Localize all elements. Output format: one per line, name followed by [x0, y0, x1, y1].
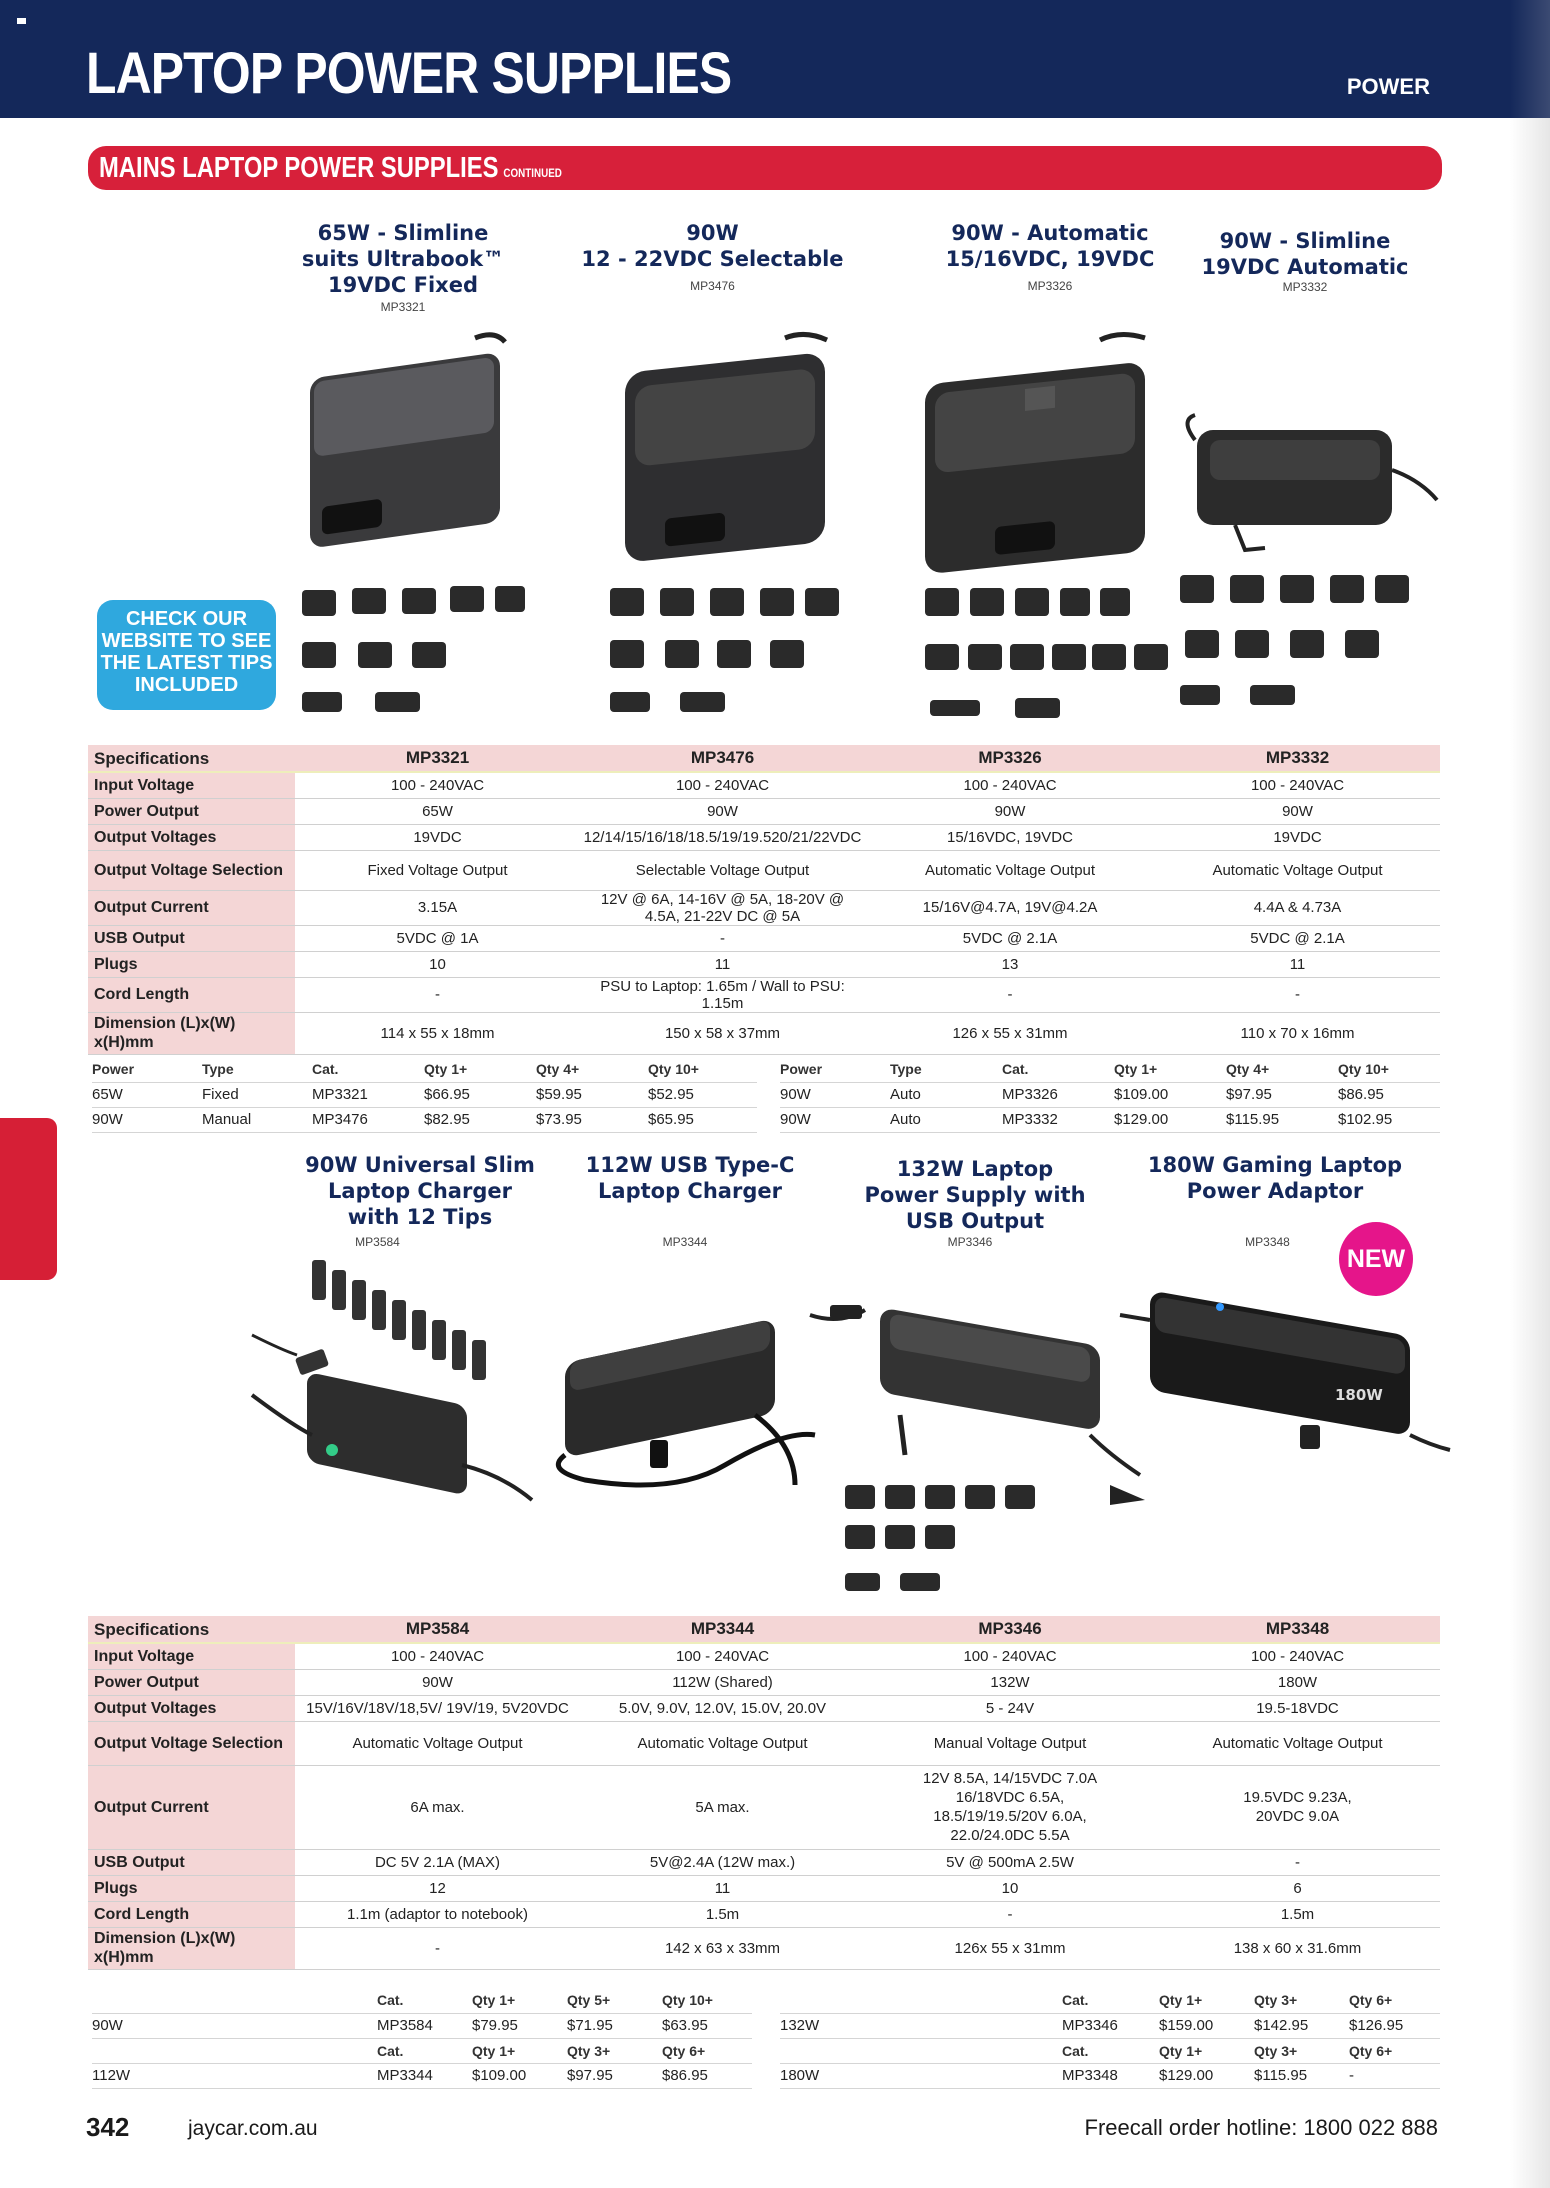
- price-row: [92, 2063, 752, 2088]
- product-title-mp3326: 90W - Automatic 15/16VDC, 19VDC: [945, 221, 1155, 271]
- price-cell: MP3332: [1002, 1107, 1114, 1132]
- price-header: Cat.: [1062, 2038, 1159, 2063]
- price-header: Cat.: [1062, 1988, 1159, 2013]
- spec-value: -: [1155, 1849, 1440, 1875]
- spec-row: [88, 1695, 1440, 1721]
- price-cell: $73.95: [536, 1107, 648, 1132]
- spec-value: 1.1m (adaptor to notebook): [295, 1901, 580, 1927]
- spec-row: [88, 1669, 1440, 1695]
- price-cell: 132W: [780, 2013, 1062, 2038]
- spec-value: 19VDC: [295, 824, 580, 850]
- spec-value: 138 x 60 x 31.6mm: [1155, 1927, 1440, 1969]
- price-cell: MP3476: [312, 1107, 424, 1132]
- spec-value: 100 - 240VAC: [295, 772, 580, 798]
- spec-row: [88, 1927, 1440, 1969]
- price-header: Power: [780, 1057, 890, 1082]
- spec-value: 180W: [1155, 1669, 1440, 1695]
- spec-value: 100 - 240VAC: [1155, 772, 1440, 798]
- spec-value: 15/16VDC, 19VDC: [865, 824, 1155, 850]
- spec-value: 19.5-18VDC: [1155, 1695, 1440, 1721]
- spec-row: [88, 850, 1440, 890]
- price-cell: 90W: [92, 1107, 202, 1132]
- spec-value: 5.0V, 9.0V, 12.0V, 15.0V, 20.0V: [580, 1695, 865, 1721]
- spec-label: Output Current: [88, 890, 295, 925]
- banner-suffix: CONTINUED: [503, 166, 562, 180]
- spec-value: 150 x 58 x 37mm: [580, 1012, 865, 1054]
- price-header: [92, 1988, 377, 2013]
- spec-label: Output Current: [88, 1765, 295, 1849]
- price-header: Qty 1+: [1159, 1988, 1254, 2013]
- spec-value: 10: [295, 951, 580, 977]
- product-title-mp3332: 90W - Slimline 19VDC Automatic: [1201, 229, 1409, 279]
- spec-value: 5 - 24V: [865, 1695, 1155, 1721]
- price-header: Qty 4+: [536, 1057, 648, 1082]
- price-row: [780, 2013, 1440, 2038]
- page-header: [0, 0, 1550, 118]
- price-header: Qty 6+: [662, 2038, 752, 2063]
- price-row: [92, 1107, 757, 1132]
- spec-value: 65W: [295, 798, 580, 824]
- spec-label: USB Output: [88, 1849, 295, 1875]
- product-code-mp3321: MP3321: [380, 300, 426, 314]
- spec-value: 15/16V@4.7A, 19V@4.2A: [865, 890, 1155, 925]
- product-title-mp3348: 180W Gaming Laptop Power Adaptor: [1147, 1153, 1403, 1203]
- spec-value: 110 x 70 x 16mm: [1155, 1012, 1440, 1054]
- spec-value: -: [865, 977, 1155, 1012]
- spec-header-label: Specifications: [88, 1616, 295, 1643]
- spec-label: Plugs: [88, 951, 295, 977]
- spec-header-model: MP3321: [295, 745, 580, 772]
- price-header: Qty 6+: [1349, 1988, 1440, 2013]
- price-header: Qty 10+: [662, 1988, 752, 2013]
- price-cell: -: [1349, 2063, 1440, 2088]
- spec-value: Manual Voltage Output: [865, 1721, 1155, 1765]
- price-header: Qty 1+: [472, 1988, 567, 2013]
- spec-value: 114 x 55 x 18mm: [295, 1012, 580, 1054]
- spec-row: [88, 1721, 1440, 1765]
- price-cell: $66.95: [424, 1082, 536, 1107]
- spec-label: Power Output: [88, 798, 295, 824]
- price-cell: MP3321: [312, 1082, 424, 1107]
- price-cell: $97.95: [567, 2063, 662, 2088]
- price-header: Qty 10+: [1338, 1057, 1440, 1082]
- price-header: Cat.: [1002, 1057, 1114, 1082]
- price-cell: Manual: [202, 1107, 312, 1132]
- product-code-mp3584: MP3584: [355, 1235, 400, 1249]
- price-header: Qty 3+: [1254, 1988, 1349, 2013]
- power-supply-image-mp3344: [555, 1295, 835, 1495]
- price-row: [780, 2063, 1440, 2088]
- price-header: Cat.: [312, 1057, 424, 1082]
- spec-value: 100 - 240VAC: [295, 1643, 580, 1669]
- page-title: LAPTOP POWER SUPPLIES: [86, 41, 732, 106]
- product-title-mp3584: 90W Universal Slim Laptop Charger with 12 Tips: [305, 1153, 535, 1229]
- spec-value: 100 - 240VAC: [1155, 1643, 1440, 1669]
- price-cell: MP3344: [377, 2063, 472, 2088]
- price-cell: 180W: [780, 2063, 1062, 2088]
- spec-value: -: [295, 1927, 580, 1969]
- order-hotline: Freecall order hotline: 1800 022 888: [1084, 2115, 1438, 2140]
- product-code-mp3344: MP3344: [662, 1235, 708, 1249]
- price-cell: MP3348: [1062, 2063, 1159, 2088]
- page-number: 342: [86, 2112, 130, 2142]
- spec-value: 11: [580, 951, 865, 977]
- price-cell: $97.95: [1226, 1082, 1338, 1107]
- spec-row: [88, 951, 1440, 977]
- spec-header-model: MP3476: [580, 745, 865, 772]
- spec-label: USB Output: [88, 925, 295, 951]
- price-header: [780, 2038, 1062, 2063]
- price-header: Qty 3+: [567, 2038, 662, 2063]
- price-table-bottom-right: [780, 1988, 1440, 2089]
- price-cell: $126.95: [1349, 2013, 1440, 2038]
- section-tab[interactable]: [0, 1118, 57, 1280]
- spec-value: 5VDC @ 2.1A: [865, 925, 1155, 951]
- price-cell: $109.00: [472, 2063, 567, 2088]
- spec-row: [88, 1643, 1440, 1669]
- spec-value: 100 - 240VAC: [580, 1643, 865, 1669]
- spec-value: 5V@2.4A (12W max.): [580, 1849, 865, 1875]
- spec-value: 5V @ 500mA 2.5W: [865, 1849, 1155, 1875]
- product-title-mp3344: 112W USB Type-C Laptop Charger: [585, 1153, 795, 1203]
- spec-value: 1.5m: [580, 1901, 865, 1927]
- price-cell: 65W: [92, 1082, 202, 1107]
- spec-value: 13: [865, 951, 1155, 977]
- spec-header-label: Specifications: [88, 745, 295, 772]
- banner-title: MAINS LAPTOP POWER SUPPLIES: [99, 152, 499, 184]
- spec-value: Fixed Voltage Output: [295, 850, 580, 890]
- price-header: Type: [890, 1057, 1002, 1082]
- spec-label: Input Voltage: [88, 1643, 295, 1669]
- spec-value: 12V 8.5A, 14/15VDC 7.0A 16/18VDC 6.5A, 18.5/19/19.5/20V 6.0A, 22.0/24.0DC 5.5A: [865, 1765, 1155, 1849]
- price-header: Qty 6+: [1349, 2038, 1440, 2063]
- power-supply-image-mp3332: [1175, 410, 1445, 710]
- section-label: POWER: [1346, 74, 1430, 99]
- spec-value: 12/14/15/16/18/18.5/19/19.520/21/22VDC: [580, 824, 865, 850]
- price-header: Qty 1+: [1114, 1057, 1226, 1082]
- spec-label: Output Voltage Selection: [88, 1721, 295, 1765]
- price-cell: Auto: [890, 1082, 1002, 1107]
- spec-header-model: MP3332: [1155, 745, 1440, 772]
- price-row: [780, 1082, 1440, 1107]
- spec-value: Automatic Voltage Output: [865, 850, 1155, 890]
- spec-value: 12: [295, 1875, 580, 1901]
- spec-value: 100 - 240VAC: [865, 1643, 1155, 1669]
- price-header: [92, 2038, 377, 2063]
- spec-value: -: [865, 1901, 1155, 1927]
- spec-value: 100 - 240VAC: [580, 772, 865, 798]
- spec-value: 19.5VDC 9.23A, 20VDC 9.0A: [1155, 1765, 1440, 1849]
- price-header: Qty 3+: [1254, 2038, 1349, 2063]
- product-code-mp3346: MP3346: [947, 1235, 993, 1249]
- spec-value: 3.15A: [295, 890, 580, 925]
- spec-value: 100 - 240VAC: [865, 772, 1155, 798]
- price-cell: $63.95: [662, 2013, 752, 2038]
- spec-row: [88, 1765, 1440, 1849]
- price-header: Qty 1+: [424, 1057, 536, 1082]
- spec-value: Automatic Voltage Output: [1155, 1721, 1440, 1765]
- power-supply-image-mp3326: [920, 330, 1170, 730]
- spec-value: 12V @ 6A, 14-16V @ 5A, 18-20V @ 4.5A, 21-22V DC @ 5A: [580, 890, 865, 925]
- product-code-mp3332: MP3332: [1282, 280, 1328, 294]
- price-cell: $159.00: [1159, 2013, 1254, 2038]
- spec-label: Output Voltages: [88, 824, 295, 850]
- price-cell: $52.95: [648, 1082, 757, 1107]
- spec-value: 90W: [580, 798, 865, 824]
- spec-label: Plugs: [88, 1875, 295, 1901]
- price-table-top-right: [780, 1057, 1440, 1133]
- price-table-top-left: [92, 1057, 757, 1133]
- price-cell: $86.95: [1338, 1082, 1440, 1107]
- spec-row: [88, 925, 1440, 951]
- product-code-mp3326: MP3326: [1027, 279, 1073, 293]
- price-cell: MP3584: [377, 2013, 472, 2038]
- spec-value: -: [1155, 977, 1440, 1012]
- price-cell: MP3346: [1062, 2013, 1159, 2038]
- price-header: Type: [202, 1057, 312, 1082]
- spec-value: 11: [1155, 951, 1440, 977]
- spec-value: 142 x 63 x 33mm: [580, 1927, 865, 1969]
- spec-row: [88, 1849, 1440, 1875]
- price-header: Qty 1+: [1159, 2038, 1254, 2063]
- spec-label: Power Output: [88, 1669, 295, 1695]
- spec-value: 4.4A & 4.73A: [1155, 890, 1440, 925]
- spec-value: -: [580, 925, 865, 951]
- spec-table-bottom: [88, 1616, 1440, 1970]
- price-header: Cat.: [377, 1988, 472, 2013]
- spec-value: 90W: [1155, 798, 1440, 824]
- product-code-mp3476: MP3476: [690, 279, 735, 293]
- spec-value: Automatic Voltage Output: [295, 1721, 580, 1765]
- spec-value: DC 5V 2.1A (MAX): [295, 1849, 580, 1875]
- spec-label: Input Voltage: [88, 772, 295, 798]
- price-cell: MP3326: [1002, 1082, 1114, 1107]
- spec-row: [88, 798, 1440, 824]
- spec-row: [88, 1901, 1440, 1927]
- spec-value: 90W: [865, 798, 1155, 824]
- spec-header-model: MP3326: [865, 745, 1155, 772]
- spec-label: Output Voltages: [88, 1695, 295, 1721]
- price-cell: $82.95: [424, 1107, 536, 1132]
- price-cell: $142.95: [1254, 2013, 1349, 2038]
- price-cell: Auto: [890, 1107, 1002, 1132]
- section-banner: [88, 146, 1442, 190]
- spec-value: 5A max.: [580, 1765, 865, 1849]
- spec-value: 19VDC: [1155, 824, 1440, 850]
- price-header: Cat.: [377, 2038, 472, 2063]
- product-title-mp3346: 132W Laptop Power Supply with USB Output: [864, 1157, 1086, 1233]
- price-header: Power: [92, 1057, 202, 1082]
- spec-value: 90W: [295, 1669, 580, 1695]
- spec-header-model: MP3584: [295, 1616, 580, 1643]
- spec-label: Dimension (L)x(W) x(H)mm: [88, 1927, 295, 1969]
- price-header: Qty 5+: [567, 1988, 662, 2013]
- price-cell: Fixed: [202, 1082, 312, 1107]
- spec-value: Automatic Voltage Output: [580, 1721, 865, 1765]
- spec-label: Cord Length: [88, 1901, 295, 1927]
- spec-value: 5VDC @ 2.1A: [1155, 925, 1440, 951]
- spec-table-top: [88, 745, 1440, 1055]
- spec-value: 6A max.: [295, 1765, 580, 1849]
- price-cell: $86.95: [662, 2063, 752, 2088]
- svg-text:180W: 180W: [1335, 1386, 1383, 1404]
- page-edge: [1510, 118, 1550, 2188]
- spec-label: Dimension (L)x(W) x(H)mm: [88, 1012, 295, 1054]
- spec-value: Selectable Voltage Output: [580, 850, 865, 890]
- dc-tips-image-mp3346: [840, 1485, 1050, 1595]
- price-header: [780, 1988, 1062, 2013]
- power-supply-image-mp3476: [605, 330, 845, 730]
- spec-value: 15V/16V/18V/18,5V/ 19V/19, 5V20VDC: [295, 1695, 580, 1721]
- spec-value: Automatic Voltage Output: [1155, 850, 1440, 890]
- new-badge: NEW: [1339, 1222, 1413, 1296]
- price-cell: $115.95: [1254, 2063, 1349, 2088]
- spec-value: -: [295, 977, 580, 1012]
- product-title-mp3321: 65W - Slimline suits Ultrabook™ 19VDC Fixed: [301, 221, 505, 297]
- price-cell: $115.95: [1226, 1107, 1338, 1132]
- price-cell: $79.95: [472, 2013, 567, 2038]
- power-supply-image-mp3348: [1120, 1285, 1450, 1475]
- spec-value: 112W (Shared): [580, 1669, 865, 1695]
- page-edge-shadow: [1510, 0, 1550, 118]
- price-row: [92, 1082, 757, 1107]
- spec-row: [88, 977, 1440, 1012]
- promo-badge[interactable]: CHECK OUR WEBSITE TO SEE THE LATEST TIPS INCLUDED: [97, 600, 276, 710]
- spec-row: [88, 824, 1440, 850]
- spec-value: PSU to Laptop: 1.65m / Wall to PSU: 1.15m: [580, 977, 865, 1012]
- spec-header-model: MP3346: [865, 1616, 1155, 1643]
- price-cell: 112W: [92, 2063, 377, 2088]
- price-cell: 90W: [780, 1107, 890, 1132]
- website-link[interactable]: jaycar.com.au: [188, 2117, 318, 2140]
- spec-value: 11: [580, 1875, 865, 1901]
- price-cell: $109.00: [1114, 1082, 1226, 1107]
- power-supply-image-mp3584: [252, 1255, 542, 1510]
- price-header: Qty 1+: [472, 2038, 567, 2063]
- power-supply-image-mp3321: [300, 330, 520, 730]
- product-title-mp3476: 90W 12 - 22VDC Selectable: [581, 221, 844, 271]
- price-cell: $129.00: [1159, 2063, 1254, 2088]
- price-cell: $71.95: [567, 2013, 662, 2038]
- price-table-bottom-left: [92, 1988, 752, 2089]
- spec-value: 126 x 55 x 31mm: [865, 1012, 1155, 1054]
- price-row: [92, 2013, 752, 2038]
- spec-row: [88, 1875, 1440, 1901]
- spec-row: [88, 1012, 1440, 1054]
- product-code-mp3348: MP3348: [1245, 1235, 1290, 1249]
- price-cell: 90W: [92, 2013, 377, 2038]
- spec-value: 10: [865, 1875, 1155, 1901]
- spec-value: 126x 55 x 31mm: [865, 1927, 1155, 1969]
- price-cell: $59.95: [536, 1082, 648, 1107]
- spec-label: Output Voltage Selection: [88, 850, 295, 890]
- price-cell: $102.95: [1338, 1107, 1440, 1132]
- menu-icon[interactable]: [17, 18, 26, 24]
- spec-value: 1.5m: [1155, 1901, 1440, 1927]
- spec-label: Cord Length: [88, 977, 295, 1012]
- price-row: [780, 1107, 1440, 1132]
- spec-value: 6: [1155, 1875, 1440, 1901]
- spec-row: [88, 772, 1440, 798]
- spec-value: 132W: [865, 1669, 1155, 1695]
- spec-header-model: MP3348: [1155, 1616, 1440, 1643]
- spec-value: 5VDC @ 1A: [295, 925, 580, 951]
- spec-header-model: MP3344: [580, 1616, 865, 1643]
- price-header: Qty 4+: [1226, 1057, 1338, 1082]
- spec-row: [88, 890, 1440, 925]
- price-cell: 90W: [780, 1082, 890, 1107]
- price-header: Qty 10+: [648, 1057, 757, 1082]
- price-cell: $129.00: [1114, 1107, 1226, 1132]
- price-cell: $65.95: [648, 1107, 757, 1132]
